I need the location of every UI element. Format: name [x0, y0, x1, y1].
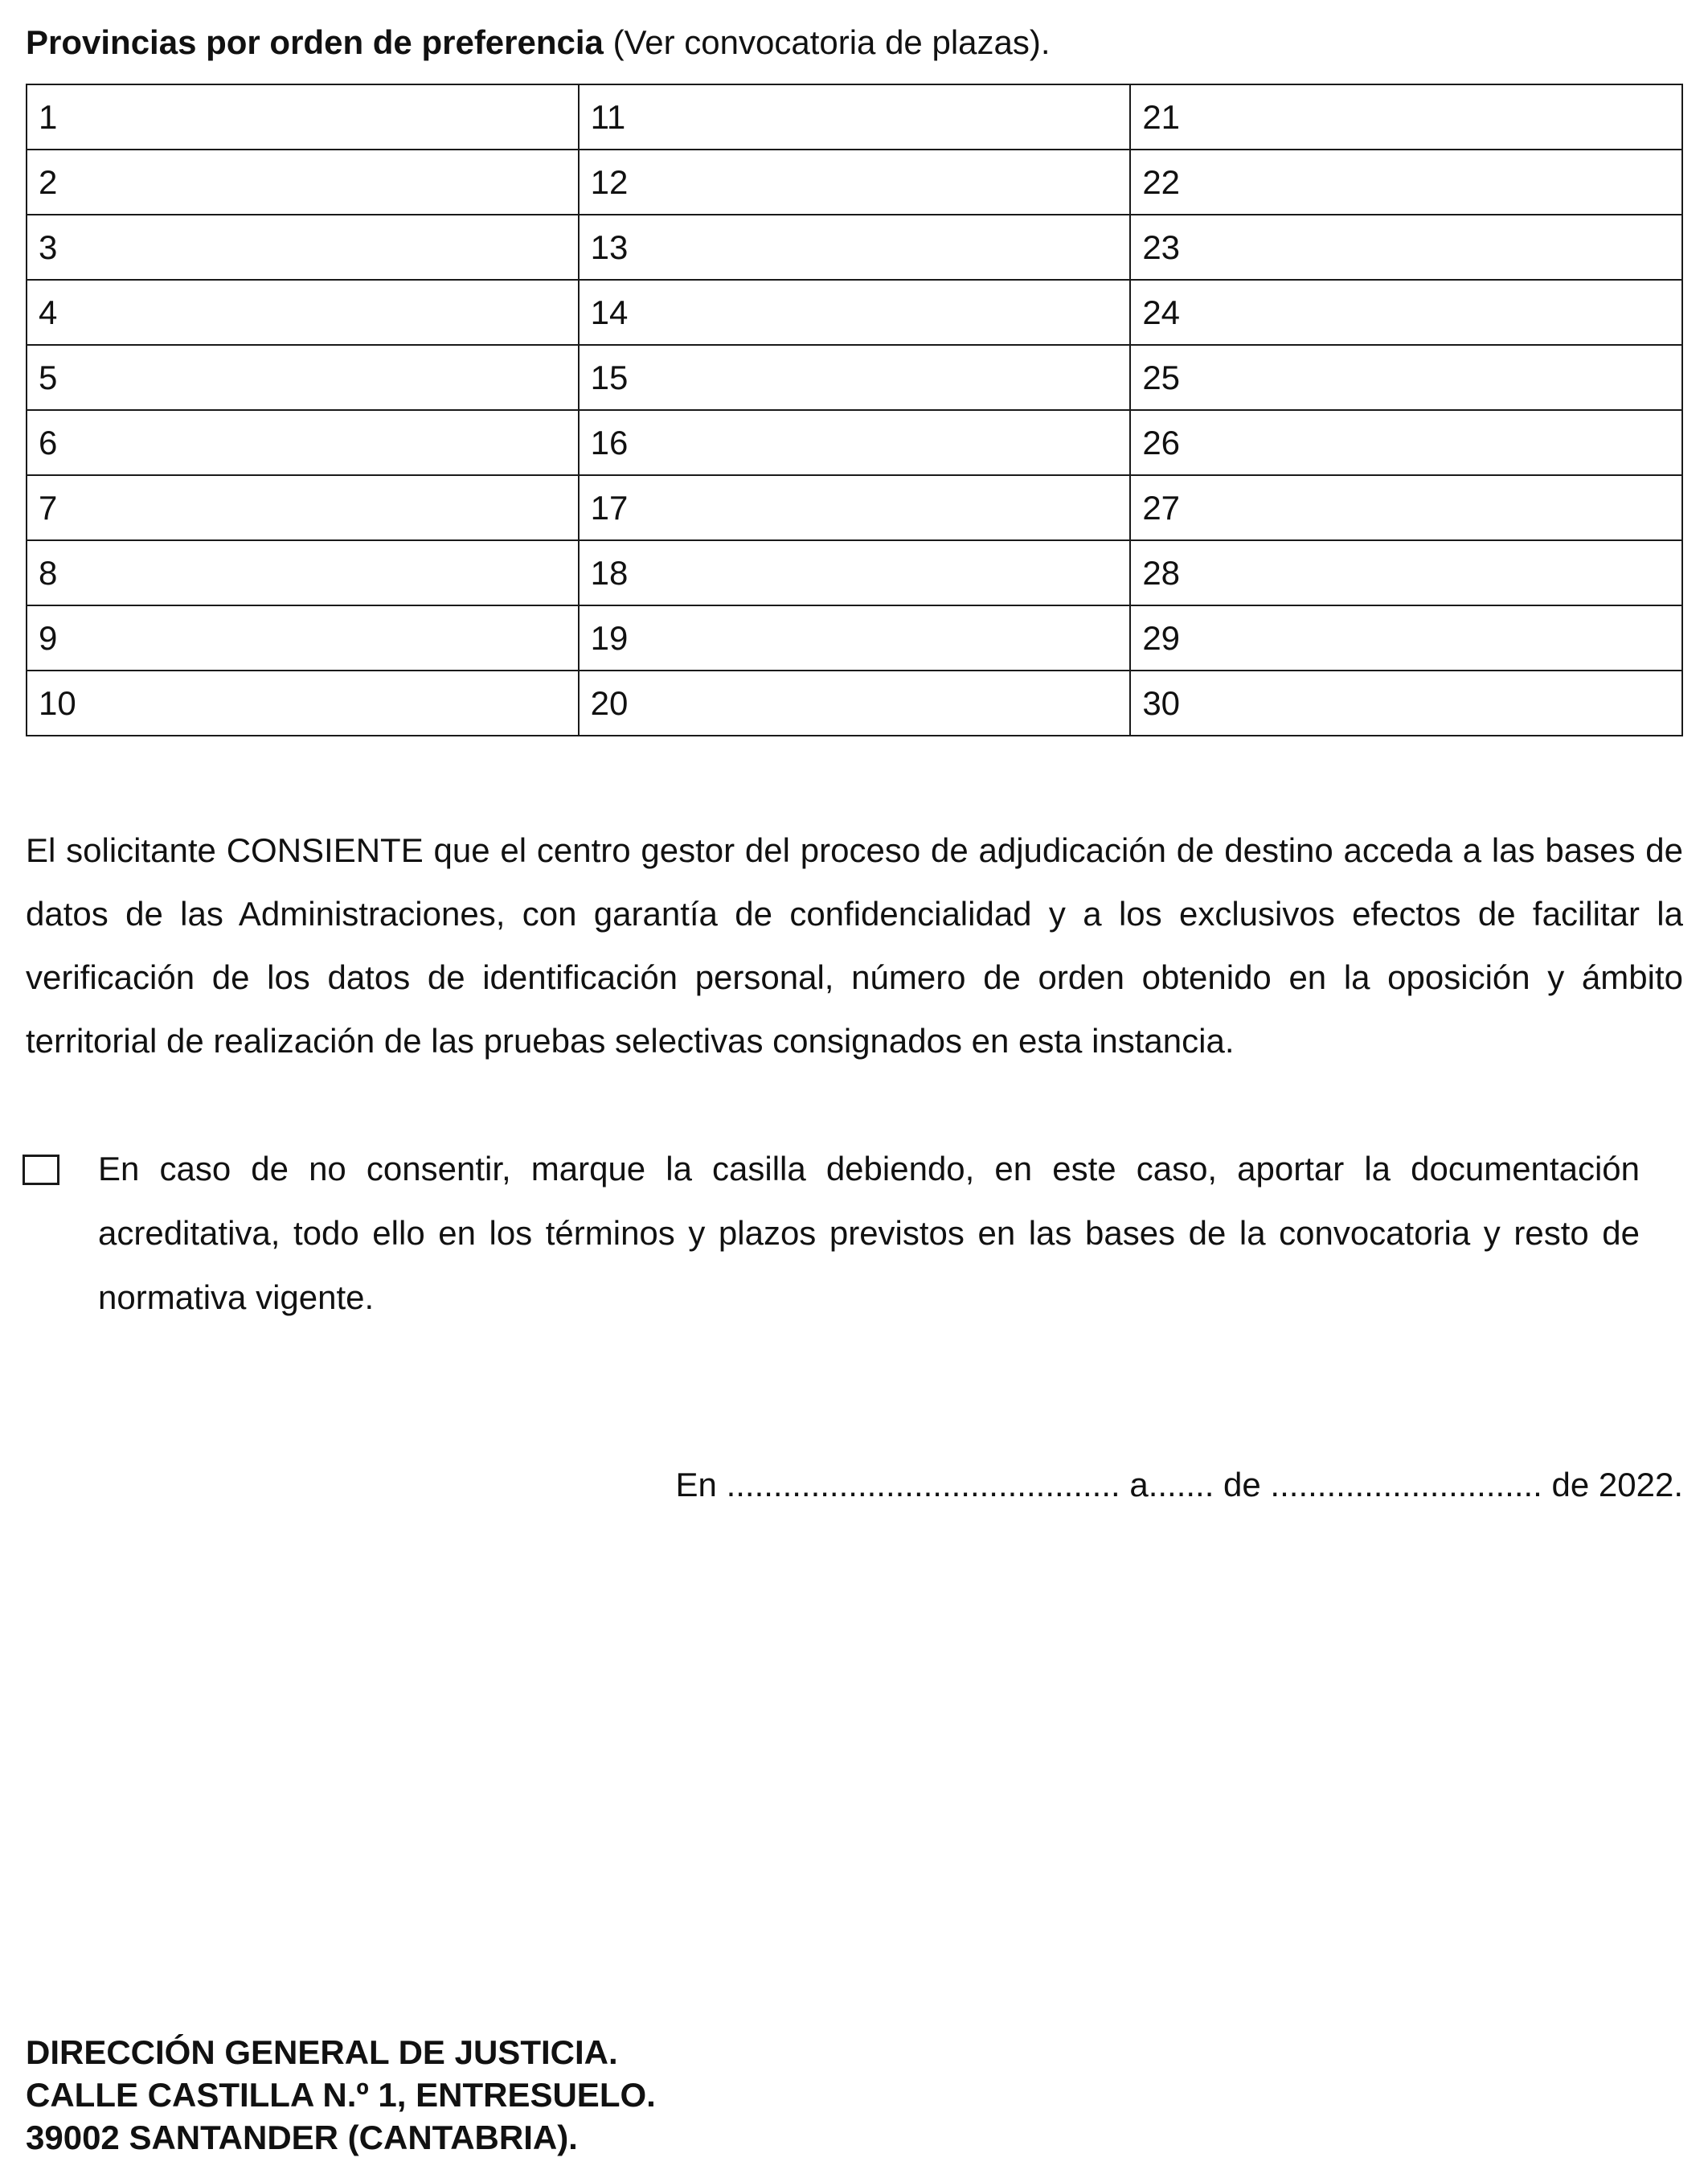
no-consent-paragraph: En caso de no consentir, marque la casilla debiendo, en este caso, aportar la documentación acreditativa, todo ello en los términos y plazos previstos en las bases de la convocatoria y resto de normativa vigente.	[98, 1150, 1640, 1316]
preference-cell[interactable]: 13	[579, 215, 1131, 280]
preference-cell[interactable]: 16	[579, 410, 1131, 475]
preference-cell[interactable]: 17	[579, 475, 1131, 540]
address-line-3: 39002 SANTANDER (CANTABRIA).	[26, 2119, 578, 2156]
preference-cell[interactable]: 23	[1130, 215, 1682, 280]
preference-cell[interactable]: 14	[579, 280, 1131, 345]
preference-cell[interactable]: 20	[579, 671, 1131, 736]
province-preference-table	[26, 84, 1683, 736]
preference-cell[interactable]: 9	[27, 605, 579, 671]
preference-cell[interactable]: 4	[27, 280, 579, 345]
table-row	[27, 84, 1682, 150]
preference-cell[interactable]: 5	[27, 345, 579, 410]
address-line-2: CALLE CASTILLA N.º 1, ENTRESUELO.	[26, 2076, 656, 2114]
preference-cell[interactable]: 10	[27, 671, 579, 736]
preference-cell[interactable]: 30	[1130, 671, 1682, 736]
table-row	[27, 150, 1682, 215]
table-row	[27, 410, 1682, 475]
province-preference-table-body	[27, 84, 1682, 736]
preference-cell[interactable]: 3	[27, 215, 579, 280]
preference-cell[interactable]: 8	[27, 540, 579, 605]
preference-cell[interactable]: 27	[1130, 475, 1682, 540]
section-heading-bold: Provincias por orden de preferencia	[26, 23, 604, 61]
preference-cell[interactable]: 1	[27, 84, 579, 150]
table-row	[27, 215, 1682, 280]
table-row	[27, 475, 1682, 540]
preference-cell[interactable]: 11	[579, 84, 1131, 150]
preference-cell[interactable]: 15	[579, 345, 1131, 410]
preference-cell[interactable]: 7	[27, 475, 579, 540]
preference-cell[interactable]: 26	[1130, 410, 1682, 475]
section-heading	[26, 19, 1051, 66]
address-line-1: DIRECCIÓN GENERAL DE JUSTICIA.	[26, 2033, 618, 2071]
table-row	[27, 605, 1682, 671]
preference-cell[interactable]: 6	[27, 410, 579, 475]
section-heading-note: (Ver convocatoria de plazas).	[603, 23, 1051, 61]
place-date-line: En .......................................... a....... de ............................. de 2022.	[675, 1466, 1683, 1503]
recipient-address	[26, 2031, 656, 2159]
preference-cell[interactable]: 12	[579, 150, 1131, 215]
preference-cell[interactable]: 28	[1130, 540, 1682, 605]
no-consent-checkbox[interactable]	[23, 1155, 59, 1185]
preference-cell[interactable]: 18	[579, 540, 1131, 605]
preference-cell[interactable]: 2	[27, 150, 579, 215]
table-row	[27, 540, 1682, 605]
consent-paragraph: El solicitante CONSIENTE que el centro gestor del proceso de adjudicación de destino acceda a las bases de datos de las Administraciones, con garantía de confidencialidad y a los exclusivos efectos de facilitar la verificación de los datos de identificación personal, número de orden obtenido en la oposición y ámbito territorial de realización de las pruebas selectivas consignados en esta instancia.	[26, 831, 1683, 1060]
table-row	[27, 671, 1682, 736]
preference-cell[interactable]: 19	[579, 605, 1131, 671]
preference-cell[interactable]: 24	[1130, 280, 1682, 345]
preference-cell[interactable]: 25	[1130, 345, 1682, 410]
table-row	[27, 280, 1682, 345]
preference-cell[interactable]: 29	[1130, 605, 1682, 671]
table-row	[27, 345, 1682, 410]
preference-cell[interactable]: 22	[1130, 150, 1682, 215]
preference-cell[interactable]: 21	[1130, 84, 1682, 150]
